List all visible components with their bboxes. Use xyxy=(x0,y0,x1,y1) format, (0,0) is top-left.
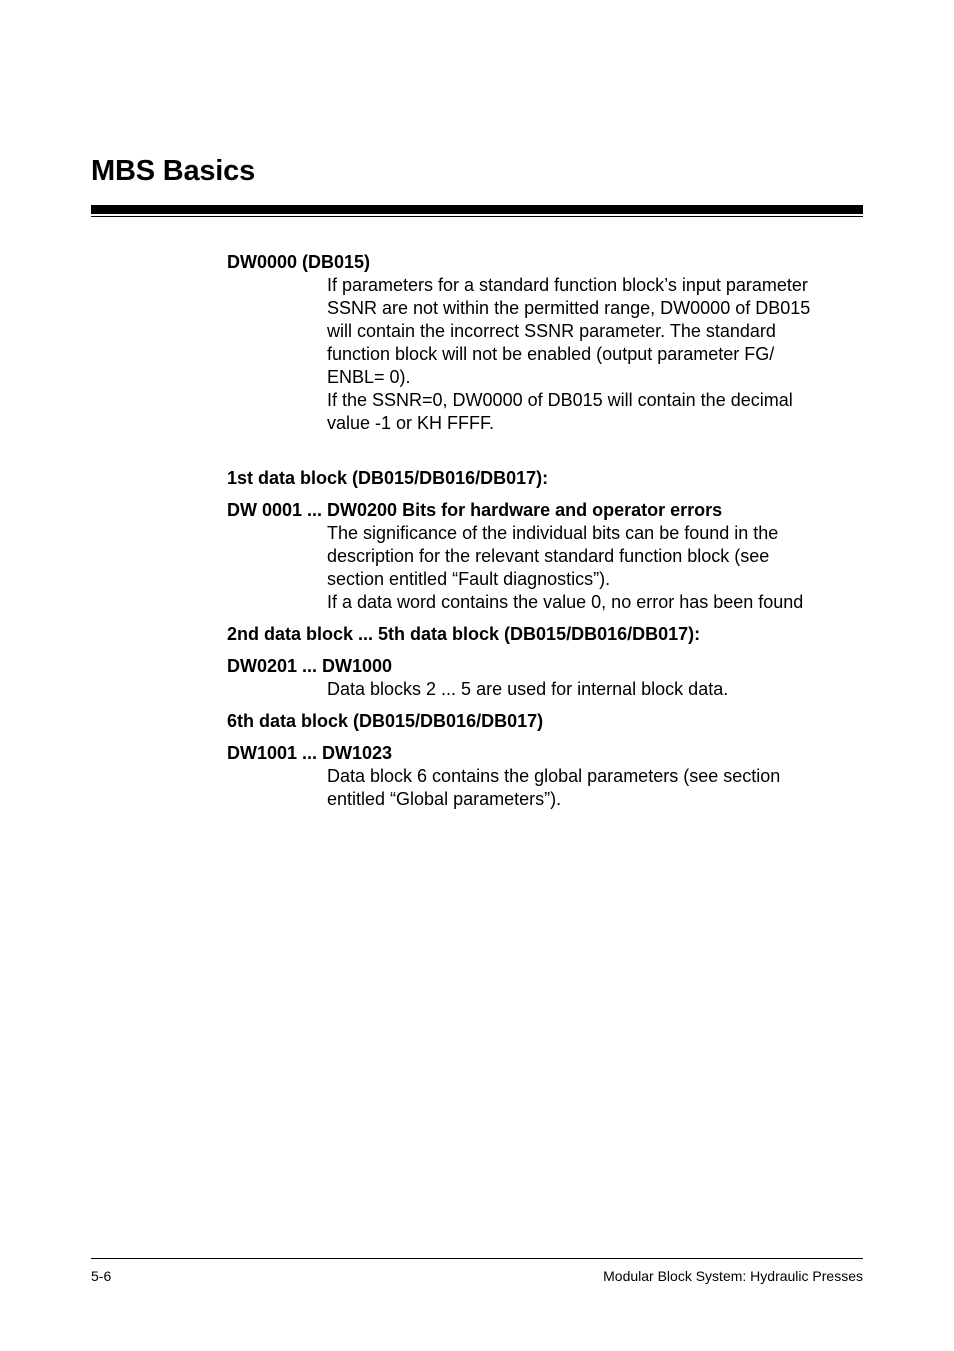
body-line: If parameters for a standard function block’s input parameter xyxy=(327,275,808,295)
subheading-block6: DW1001 ... DW1023 xyxy=(227,743,393,763)
subheading-block1: DW 0001 ... DW0200 Bits for hardware and operator errors xyxy=(227,500,723,520)
body-line: If the SSNR=0, DW0000 of DB015 will contain the decimal xyxy=(327,390,793,410)
page-content xyxy=(227,251,863,811)
section-body-block2-5 xyxy=(227,678,863,701)
page-title: MBS Basics xyxy=(91,155,256,187)
section-heading-block6: 6th data block (DB015/DB016/DB017) xyxy=(227,711,544,731)
body-line: section entitled “Fault diagnostics”). xyxy=(327,569,611,589)
body-line: entitled “Global parameters”). xyxy=(327,789,562,809)
section-body-block1 xyxy=(227,522,863,614)
page-number: 5-6 xyxy=(91,1268,112,1284)
body-line: Data blocks 2 ... 5 are used for internal block data. xyxy=(327,679,729,699)
body-line: function block will not be enabled (output parameter FG/ xyxy=(327,344,775,364)
section-body-dw0000 xyxy=(227,274,863,435)
subheading-block2-5: DW0201 ... DW1000 xyxy=(227,656,393,676)
body-line: will contain the incorrect SSNR parameter. The standard xyxy=(327,321,776,341)
body-line: SSNR are not within the permitted range, DW0000 of DB015 xyxy=(327,298,811,318)
section-heading-block1: 1st data block (DB015/DB016/DB017): xyxy=(227,468,549,488)
footer-rule xyxy=(91,1258,863,1259)
body-line: If a data word contains the value 0, no error has been found xyxy=(327,592,804,612)
document-title: Modular Block System: Hydraulic Presses xyxy=(603,1268,863,1284)
section-heading-block2-5: 2nd data block ... 5th data block (DB015/DB016/DB017): xyxy=(227,624,701,644)
body-line: description for the relevant standard function block (see xyxy=(327,546,770,566)
body-line: value -1 or KH FFFF. xyxy=(327,413,495,433)
header-rule-thin xyxy=(91,216,863,217)
section-body-block6 xyxy=(227,765,863,811)
header-rule-thick xyxy=(91,205,863,214)
body-line: The significance of the individual bits can be found in the xyxy=(327,523,779,543)
body-line: ENBL= 0). xyxy=(327,367,411,387)
section-heading-dw0000: DW0000 (DB015) xyxy=(227,252,371,272)
body-line: Data block 6 contains the global parameters (see section xyxy=(327,766,781,786)
